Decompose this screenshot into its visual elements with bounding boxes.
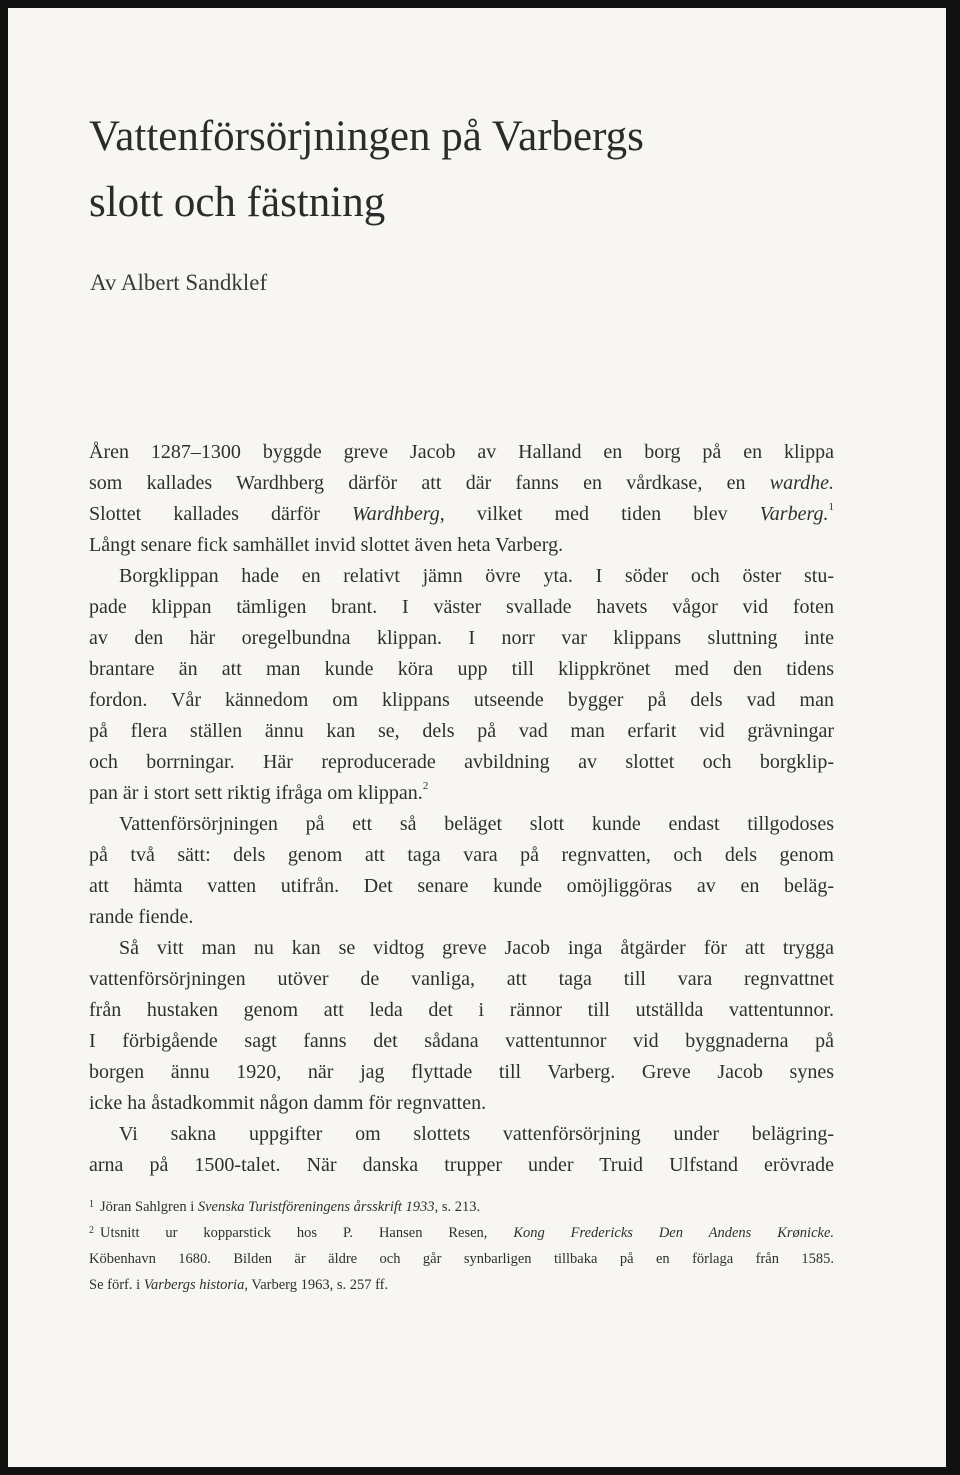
body-line: Slottet kallades därför Wardhberg, vilket med tiden blev Varberg.$^1$ [89,501,834,525]
body-line: Vattenförsörjningen på ett så beläget slott kunde endast tillgodoses [119,813,834,835]
footnote-number: 2 [89,1225,94,1236]
footnote-number: 1 [89,1199,94,1210]
title-line-2: slott och fästning [89,179,386,226]
body-line: vattenförsörjningen utöver de vanliga, att taga till vara regnvattnet [89,968,834,990]
body-line: att hämta vatten utifrån. Det senare kunde omöjliggöras av en beläg- [89,875,834,897]
byline: Av Albert Sandklef [90,270,268,295]
body-line: borgen ännu 1920, när jag flyttade till Varberg. Greve Jacob synes [89,1061,834,1083]
italic-term: wardhe. [769,472,834,494]
body-line: brantare än att man kunde köra upp till klippkrönet med den tidens [89,658,834,680]
body-line: Så vitt man nu kan se vidtog greve Jacob inga åtgärder för att trygga [119,937,834,959]
article-title [89,104,889,236]
footnote-2: $^2$ Utsnitt ur kopparstick hos P. Hansen Resen, Kong Fredericks Den Andens Krønicke. [89,1225,834,1241]
body-line: pade klippan tämligen brant. I väster svallade havets vågor vid foten [89,596,834,618]
title-line-1: Vattenförsörjningen på Varbergs [89,113,644,160]
body-line: av den här oregelbundna klippan. I norr var klippans sluttning inte [89,627,834,649]
body-line: I förbigående sagt fanns det sådana vattentunnor vid byggnaderna på [89,1030,834,1052]
footnote-ref-2: 2 [422,780,429,793]
body-line: på två sätt: dels genom att taga vara på regnvatten, och dels genom [89,844,834,866]
article-body [89,437,834,1181]
body-line: och borrningar. Här reproducerade avbildning av slottet och borgklip- [89,751,834,773]
body-line: pan är i stort sett riktig ifråga om klippan.$^2$ [89,780,429,804]
footnote-2-line: Se förf. i Varbergs historia, Varberg 1963, s. 257 ff. [89,1277,389,1293]
footnote-1: $^1$ Jöran Sahlgren i Svenska Turistföreningens årsskrift 1933, s. 213. [89,1199,481,1215]
body-line: arna på 1500-talet. När danska trupper under Truid Ulfstand erövrade [89,1154,834,1176]
body-line: Vi sakna uppgifter om slottets vattenförsörjning under belägring- [119,1123,834,1145]
body-line: Åren 1287–1300 byggde greve Jacob av Halland en borg på en klippa [89,441,834,463]
footnote-2-line: Köbenhavn 1680. Bilden är äldre och går synbarligen tillbaka på en förlaga från 1585. [89,1251,834,1267]
body-line: på flera ställen ännu kan se, dels på vad man erfarit vid grävningar [89,720,834,742]
footnotes [89,1194,834,1298]
footnote-ref-1: 1 [828,501,834,514]
body-line: från hustaken genom att leda det i rännor till utställda vattentunnor. [89,999,834,1021]
body-line: rande fiende. [89,906,194,928]
body-line: som kallades Wardhberg därför att där fanns en vårdkase, en wardhe. [89,472,834,494]
body-line: fordon. Vår kännedom om klippans utseende bygger på dels vad man [89,689,834,711]
page [8,8,946,1467]
body-line: Långt senare fick samhället invid slottet även heta Varberg. [89,534,564,556]
body-line: icke ha åstadkommit någon damm för regnvatten. [89,1092,487,1114]
body-line: Borgklippan hade en relativt jämn övre yta. I söder och öster stu- [119,565,834,587]
italic-term: Varberg. [759,503,829,525]
italic-term: Wardhberg [351,503,440,525]
